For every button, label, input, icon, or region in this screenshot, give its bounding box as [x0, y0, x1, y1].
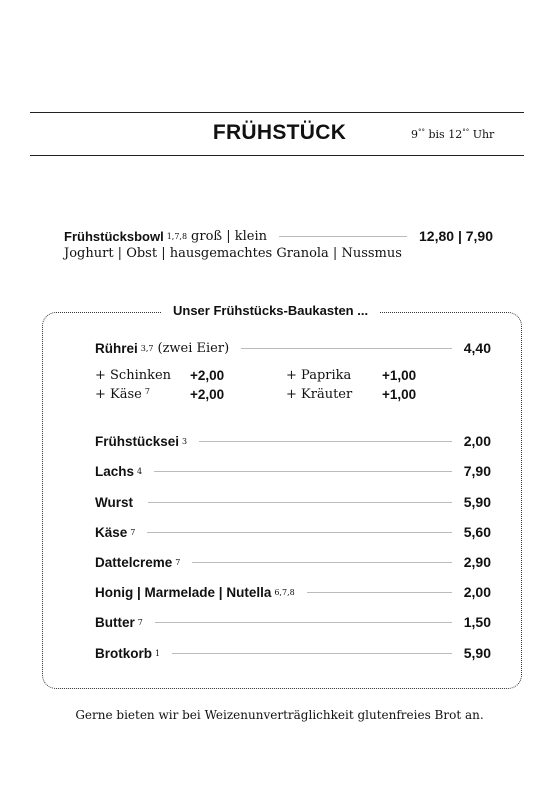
menu-item — [95, 462, 491, 480]
leader-line — [148, 502, 452, 503]
item-price: 5,90 — [463, 645, 491, 661]
allergen-codes: 7 — [144, 387, 150, 396]
allergen-codes: 4 — [137, 466, 143, 476]
leader-line — [199, 441, 452, 442]
item-price: 4,40 — [463, 340, 491, 356]
item-name: Butter — [95, 614, 135, 630]
option-kaese: + Käse $^7$ — [95, 387, 150, 402]
item-price: 5,90 — [463, 494, 491, 510]
item-price: 2,00 — [463, 584, 491, 600]
menu-item — [95, 583, 491, 601]
option-kraeuter: + Kräuter — [286, 387, 353, 402]
item-price: 7,90 — [463, 463, 491, 479]
item-name: Brotkorb — [95, 645, 152, 661]
leader-line — [172, 653, 452, 654]
item-name: Honig | Marmelade | Nutella — [95, 584, 272, 600]
item-price: 2,90 — [463, 554, 491, 570]
item-name: Frühstücksbowl — [64, 228, 164, 244]
option-price: +2,00 — [190, 387, 225, 402]
option-price: +2,00 — [190, 368, 225, 383]
menu-item — [95, 613, 491, 631]
item-description: Joghurt | Obst | hausgemachtes Granola | Nussmus — [64, 246, 402, 261]
option-price: +1,00 — [382, 387, 417, 402]
allergen-codes: 1,7,8 — [166, 231, 188, 241]
item-sizes: groß | klein — [191, 228, 267, 244]
item-name: Dattelcreme — [95, 554, 173, 570]
menu-item — [95, 553, 491, 571]
item-name: Frühstücksei — [95, 433, 180, 449]
item-price: 2,00 — [463, 433, 491, 449]
allergen-codes: 7 — [130, 527, 136, 537]
menu-item — [95, 644, 491, 662]
item-name: Wurst — [95, 494, 134, 510]
allergen-codes: 7 — [137, 617, 143, 627]
item-price: 5,60 — [463, 524, 491, 540]
option-paprika: + Paprika — [286, 368, 352, 383]
item-extra: (zwei Eier) — [157, 340, 230, 356]
footer-note: Gerne bieten wir bei Weizenunverträglichkeit glutenfreies Brot an. — [75, 708, 484, 722]
menu-item-bowl — [64, 228, 493, 244]
leader-line — [307, 592, 452, 593]
top-rule — [30, 112, 524, 113]
item-price: 12,80 | 7,90 — [419, 228, 493, 244]
item-price: 1,50 — [463, 614, 491, 630]
section-title: Unser Frühstücks-Baukasten ... — [161, 303, 380, 318]
leader-line — [147, 532, 451, 533]
leader-line — [154, 471, 452, 472]
option-schinken: + Schinken — [95, 368, 172, 383]
page-title: FRÜHSTÜCK — [212, 121, 347, 144]
menu-item-ruehrei — [95, 339, 491, 357]
item-name: Käse — [95, 524, 128, 540]
leader-line — [155, 622, 452, 623]
allergen-codes: 3 — [182, 436, 188, 446]
allergen-codes: 1 — [155, 648, 161, 658]
item-name: Lachs — [95, 463, 135, 479]
leader-line — [192, 562, 451, 563]
opening-hours: 9°° bis 12°° Uhr — [411, 128, 495, 141]
menu-item — [95, 523, 491, 541]
item-name: Rührei — [95, 340, 138, 356]
leader-line — [279, 236, 407, 237]
option-price: +1,00 — [382, 368, 417, 383]
menu-item — [95, 493, 491, 511]
allergen-codes: 7 — [175, 557, 181, 567]
allergen-codes: 6,7,8 — [274, 587, 295, 597]
menu-item — [95, 432, 491, 450]
allergen-codes: 3,7 — [140, 343, 154, 353]
bottom-rule — [30, 155, 524, 156]
leader-line — [241, 348, 452, 349]
